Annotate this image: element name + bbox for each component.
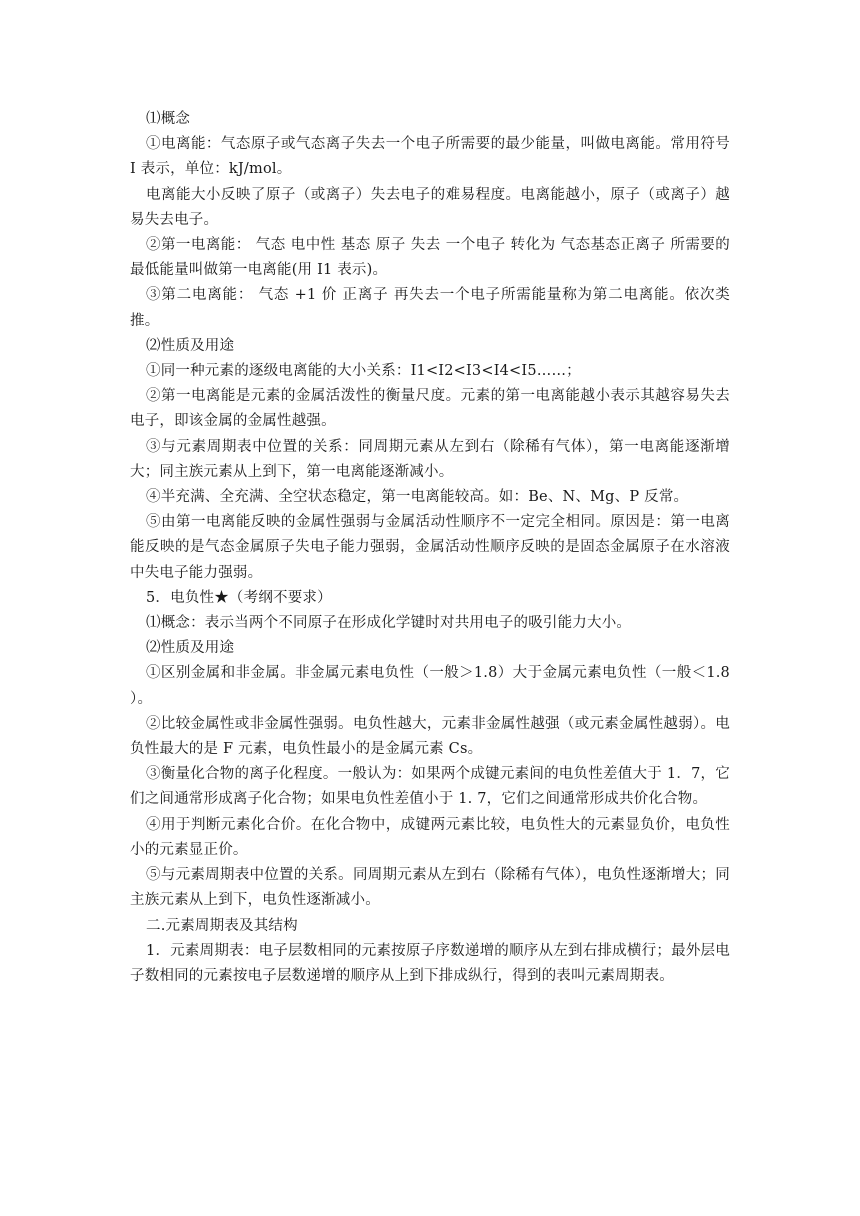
paragraph-activity-difference: ⑤由第一电离能反映的金属性强弱与金属活动性顺序不一定完全相同。原因是：第一电离能反映的是气态金属原子失电子能力强弱，金属活动性顺序反映的是固态金属原子在水溶液中失电子能力强弱。: [130, 514, 730, 581]
paragraph-en-compare: ②比较金属性或非金属性强弱。电负性越大，元素非金属性越强（或元素金属性越弱）。电负性最大的是 F 元素，电负性最小的是金属元素 Cs。: [130, 715, 730, 758]
paragraph-en-periodic-trend: ⑤与元素周期表中位置的关系。同周期元素从左到右（除稀有气体），电负性逐渐增大；同主族元素从上到下，电负性逐渐减小。: [130, 867, 730, 909]
document-body: [130, 107, 730, 989]
paragraph-ionization-energy: ①电离能：气态原子或气态离子失去一个电子所需要的最少能量，叫做电离能。常用符号 I 表示，单位：kJ/mol。: [130, 136, 730, 178]
paragraph-en-valence: ④用于判断元素化合价。在化合物中，成键两元素比较，电负性大的元素显负价，电负性小的元素显正价。: [130, 816, 730, 858]
heading-periodic-table: 二.元素周期表及其结构: [146, 917, 298, 934]
paragraph-en-metal-nonmetal: ①区别金属和非金属。非金属元素电负性（一般＞1.8）大于金属元素电负性（一般＜1.8 ）。: [130, 665, 730, 707]
paragraph-successive-ionization: ①同一种元素的逐级电离能的大小关系：I1<I2<I3<I4<I5……；: [146, 363, 581, 380]
paragraph-ionization-meaning: 电离能大小反映了原子（或离子）失去电子的难易程度。电离能越小，原子（或离子）越易失去电子。: [130, 186, 730, 228]
paragraph-periodic-table-definition: 1．元素周期表：电子层数相同的元素按原子序数递增的顺序从左到右排成横行；最外层电子数相同的元素按电子层数递增的顺序从上到下排成纵行，得到的表叫元素周期表。: [130, 942, 730, 984]
heading-concept: ⑴概念: [146, 111, 191, 127]
paragraph-metal-activity: ②第一电离能是元素的金属活泼性的衡量尺度。元素的第一电离能越小表示其越容易失去电子，即该金属的金属性越强。: [130, 388, 730, 430]
paragraph-first-ionization: ②第一电离能： 气态 电中性 基态 原子 失去 一个电子 转化为 气态基态正离子 所需要的最低能量叫做第一电离能(用 I1 表示)。: [130, 237, 730, 279]
heading-properties: ⑵性质及用途: [146, 337, 235, 354]
paragraph-en-concept: ⑴概念：表示当两个不同原子在形成化学键时对共用电子的吸引能力大小。: [146, 615, 632, 632]
paragraph-en-ionic: ③衡量化合物的离子化程度。一般认为：如果两个成键元素间的电负性差值大于 1．7，它们之间通常形成离子化合物；如果电负性差值小于 1. 7，它们之间通常形成共价化合物。: [130, 766, 730, 808]
paragraph-second-ionization: ③第二电离能： 气态 +1 价 正离子 再失去一个电子所需能量称为第二电离能。依次类推。: [130, 287, 730, 329]
paragraph-stable-configs: ④半充满、全充满、全空状态稳定，第一电离能较高。如：Be、N、Mg、P 反常。: [146, 489, 689, 506]
paragraph-periodic-trend: ③与元素周期表中位置的关系：同周期元素从左到右（除稀有气体），第一电离能逐渐增大；同主族元素从上到下，第一电离能逐渐减小。: [130, 438, 730, 480]
heading-electronegativity: 5．电负性★（考纲不要求）: [146, 589, 332, 606]
heading-en-properties: ⑵性质及用途: [146, 640, 235, 657]
